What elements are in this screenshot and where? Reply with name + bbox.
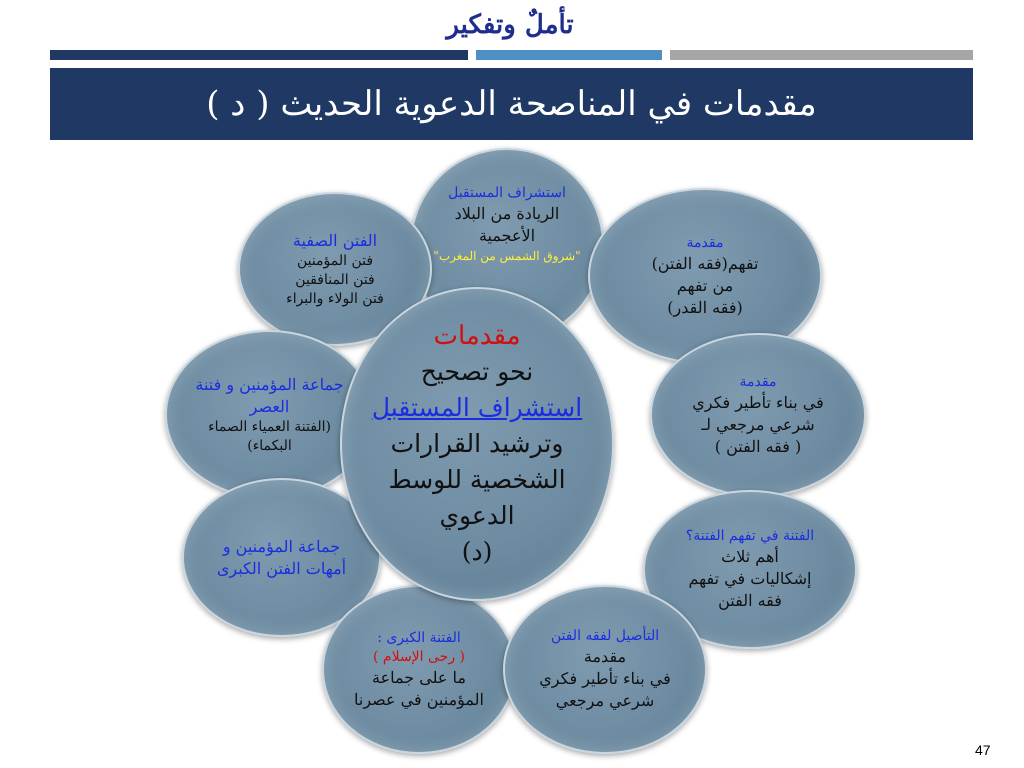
divider-bar-gray (670, 50, 973, 60)
circle-top-left-line3: فتن الولاء والبراء (286, 290, 384, 307)
center-line4: الشخصية للوسط (388, 465, 566, 494)
circle-right-lower-line3: فقه الفتن (718, 591, 782, 610)
circle-top-left-title: الفتن الصفية (292, 230, 378, 250)
center-circle (340, 287, 614, 601)
circle-bottom-left-line2: ما على جماعة (372, 667, 466, 687)
circle-top-line1: الريادة من البلاد (454, 204, 560, 223)
circle-right-lower-title: الفتنة في تفهم الفتنة؟ (685, 528, 815, 544)
slide-subtitle: تأملٌ وتفكير (446, 10, 574, 40)
circle-left-lower-title: جماعة المؤمنين و أمهات الفتن الكبرى (216, 536, 347, 578)
circle-right-upper-line2: شرعي مرجعي لـ (701, 414, 815, 434)
center-link[interactable]: استشراف المستقبل (371, 393, 583, 422)
circle-bottom-left-line3: المؤمنين في عصرنا (354, 689, 484, 709)
center-title: مقدمات (433, 321, 521, 351)
circle-top-line2: الأعجمية (478, 226, 536, 245)
circle-right-upper-title: مقدمة (739, 373, 777, 390)
circle-left-upper-title: جماعة المؤمنين و فتنة العصر (195, 374, 344, 416)
circle-right-upper-line1: في بناء تأطير فكري (692, 392, 824, 412)
circle-top-right-line2: من تفهم (676, 275, 734, 295)
circle-left-upper-line1: (الفتنة العمياء الصماء البكماء) (208, 418, 331, 454)
circle-top-left-line1: فتن المؤمنين (296, 252, 374, 269)
center-line6: (د) (461, 537, 493, 566)
circle-top-quote: "شروق الشمس من المغرب" (433, 249, 581, 263)
center-line5: الدعوي (439, 501, 515, 530)
circle-top-left-line2: فتن المنافقين (295, 271, 375, 288)
page-number: 47 (975, 742, 991, 758)
slide-title: مقدمات في المناصحة الدعوية الحديث ( د ) (206, 84, 817, 124)
circle-bottom-right (503, 585, 707, 754)
circle-bottom-left-line1: ( رحى الإسلام ) (373, 648, 465, 665)
circle-bottom-left (322, 585, 516, 754)
circle-right-upper-line3: ( فقه الفتن ) (714, 436, 802, 456)
title-banner (50, 68, 973, 140)
circle-bottom-right-title: التأصيل لفقه الفتن (550, 628, 660, 644)
circle-right-lower-line2: إشكاليات في تفهم (688, 569, 812, 588)
circle-bottom-right-line1: مقدمة (583, 647, 627, 666)
center-line3: وترشيد القرارات (390, 429, 564, 458)
circle-top-right-title: مقدمة (686, 234, 724, 251)
circle-bottom-right-line2: في بناء تأطير فكري (539, 669, 671, 688)
circle-bottom-left-title: الفتنة الكبرى : (377, 629, 461, 646)
center-line1: نحو تصحيح (420, 357, 534, 386)
divider-bar-blue (476, 50, 662, 60)
circle-top-right-line1: تفهم(فقه الفتن) (651, 253, 759, 273)
circle-top-right-line3: (فقه القدر) (667, 297, 743, 317)
divider-bar-dark (50, 50, 468, 60)
circle-top-title: استشراف المستقبل (448, 185, 566, 201)
circle-right-lower-line1: أهم ثلاث (721, 547, 779, 566)
circle-right-upper (650, 333, 866, 497)
circle-bottom-right-line3: شرعي مرجعي (555, 691, 655, 710)
